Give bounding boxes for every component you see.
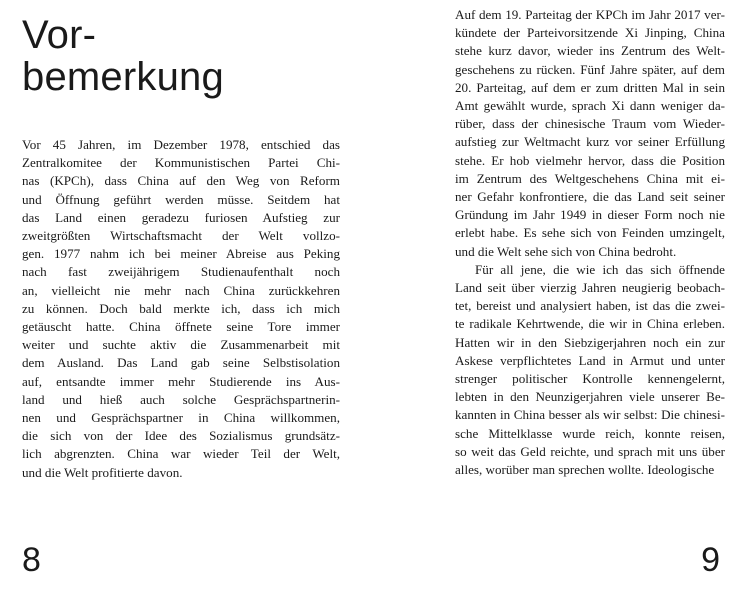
right-body-text (455, 6, 725, 479)
text-line: und Öffnung geführt werden müsse. Seitdem hat (22, 191, 340, 207)
text-line: kündete der Parteivorsitzende Xi Jinping, China (455, 25, 725, 41)
text-line: aufstieg zur Weltmacht kurz vor seiner Erfüllung (455, 134, 725, 150)
heading-line: bemerkung (22, 55, 224, 99)
text-line: so weit das Geld reichte, und sprach mit uns über (455, 443, 725, 459)
text-line: gen. 1977 nahm ich bei meiner Abreise aus Peking (22, 246, 340, 262)
text-line: Für all jene, die wie ich das sich öffnende (475, 261, 725, 277)
text-line: geschehens zu rücken. Fünf Jahre später, auf dem (455, 61, 725, 77)
text-line: und die Welt sehe sich von China bedroht. (455, 243, 677, 259)
text-line: 20. Parteitag, auf dem er zum dritten Mal in sein (455, 79, 725, 95)
text-line: nach fast zweijährigem Studienaufenthalt noch (22, 264, 340, 280)
text-line: erlebt habe. Es sehe sich von Feinden umzingelt, (455, 225, 725, 241)
text-line: ner Gefahr konfrontiere, die das Land seit seiner (455, 189, 725, 205)
text-line: zweitgrößten Wirtschaftsmacht der Welt vollzo- (22, 228, 340, 244)
text-line: rüber, dass der chinesische Traum vom Wieder- (455, 116, 725, 132)
text-line: Amt gewählt wurde, sprach Xi dann weniger da- (455, 98, 725, 114)
text-line: und die Welt profitierte davon. (22, 464, 183, 480)
text-line: stehe. Er hob vielmehr hervor, dass die Position (455, 152, 725, 168)
text-line: Askese verpflichtetes Land in Armut und unter (455, 352, 725, 368)
paragraph (455, 6, 725, 261)
text-line: getäuscht hatte. China öffnete seine Tore immer (22, 319, 340, 335)
text-line: te radikale Kehrtwende, die wir in China erleben. (455, 316, 725, 332)
page-number: 8 (22, 541, 41, 579)
chapter-heading (22, 14, 224, 98)
text-line: weiter und suchte aktiv die Zusammenarbeit mit (22, 337, 340, 353)
text-line: lich abgrenzten. China war wieder Teil der Welt, (22, 446, 340, 462)
text-line: Hatten wir in den Siebzigerjahren noch ein zur (455, 334, 725, 350)
paragraph (22, 136, 340, 482)
text-line: strenger politischer Kontrolle kennengelernt, (455, 371, 725, 387)
text-line: an, vielleicht nie mehr nach China zurückkehren (22, 282, 340, 298)
text-line: nen und Gesprächspartner in China willkommen, (22, 410, 340, 426)
text-line: Auf dem 19. Parteitag der KPCh im Jahr 2017 ver- (455, 7, 725, 22)
text-line: Zentralkomitee der Kommunistischen Partei Chi- (22, 155, 340, 171)
text-line: land und hieß auch solche Gesprächspartnerin- (22, 391, 340, 407)
heading-line: Vor- (22, 13, 97, 57)
text-line: Gründung im Jahr 1949 in dieser Form noch nie (455, 207, 725, 223)
text-line: lebten in den Neunzigerjahren viele unserer Be- (455, 389, 725, 405)
text-line: nas (KPCh), dass China auf den Weg von Reform (22, 173, 340, 189)
text-line: dem Ausland. Das Land gab seine Selbstisolation (22, 355, 340, 371)
text-line: zu können. Doch bald merkte ich, dass ich mich (22, 300, 340, 316)
text-line: alles, worüber man sprechen wollte. Ideologische (455, 462, 715, 478)
text-line: tet, bereist und analysiert haben, ist das die zwei- (455, 298, 725, 314)
text-line: auf, entsandte immer mehr Studierende ins Aus- (22, 373, 340, 389)
text-line: kannten in China besser als wir selbst: Die chinesi- (455, 407, 725, 423)
right-page (369, 0, 738, 600)
text-line: stehe kurz davor, wieder ins Zentrum des Welt- (455, 43, 725, 59)
text-line: Vor 45 Jahren, im Dezember 1978, entschied das (22, 137, 340, 152)
text-line: das Land einen geradezu furiosen Aufstieg zur (22, 209, 340, 225)
left-body-text (22, 136, 340, 482)
text-line: die sich von der Idee des Sozialismus grundsätz- (22, 428, 340, 444)
paragraph (455, 261, 725, 479)
text-line: im Zentrum des Weltgeschehens China mit ei- (455, 170, 725, 186)
page-number: 9 (701, 541, 720, 579)
text-line: Land seit über vierzig Jahren neugierig beobach- (455, 280, 725, 296)
text-line: sche Mittelklasse wurde reich, konnte reisen, (455, 425, 725, 441)
